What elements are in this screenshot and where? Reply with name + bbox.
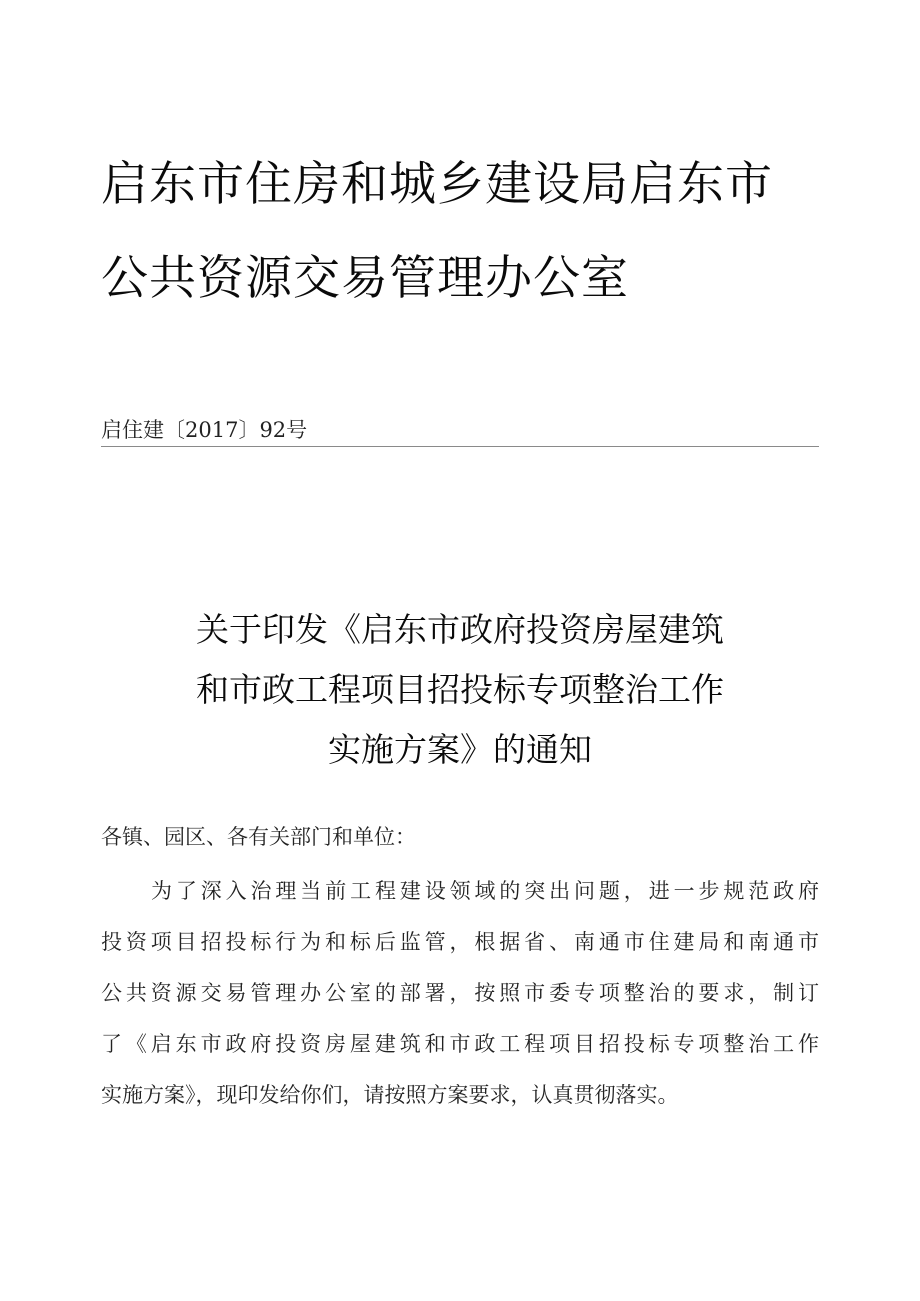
title-line-1: 关于印发《启东市政府投资房屋建筑 [196,610,724,649]
paragraph-line: 为了深入治理当前工程建设领域的突出问题，进一步规范政府 [151,879,819,903]
issuer-line-1: 启东市住房和城乡建设局启东市 [101,157,773,212]
issuing-authority [101,138,831,326]
title-line-3: 实施方案》的通知 [328,730,592,769]
title-line-2: 和市政工程项目招投标专项整治工作 [196,670,724,709]
issuer-line-2: 公共资源交易管理办公室 [101,251,629,306]
body-paragraph [101,872,819,1127]
header-divider [101,446,819,447]
paragraph-line: 实施方案》，现印发给你们，请按照方案要求，认真贯彻落实。 [101,1083,679,1107]
document-title [100,600,820,780]
paragraph-line: 公共资源交易管理办公室的部署，按照市委专项整治的要求，制订 [101,981,819,1005]
document-number: 启住建〔2017〕92号 [101,418,308,442]
paragraph-line: 了《启东市政府投资房屋建筑和市政工程项目招投标专项整治工作 [101,1032,819,1056]
paragraph-line: 投资项目招投标行为和标后监管，根据省、南通市住建局和南通市 [101,930,819,954]
salutation: 各镇、园区、各有关部门和单位： [101,825,416,849]
